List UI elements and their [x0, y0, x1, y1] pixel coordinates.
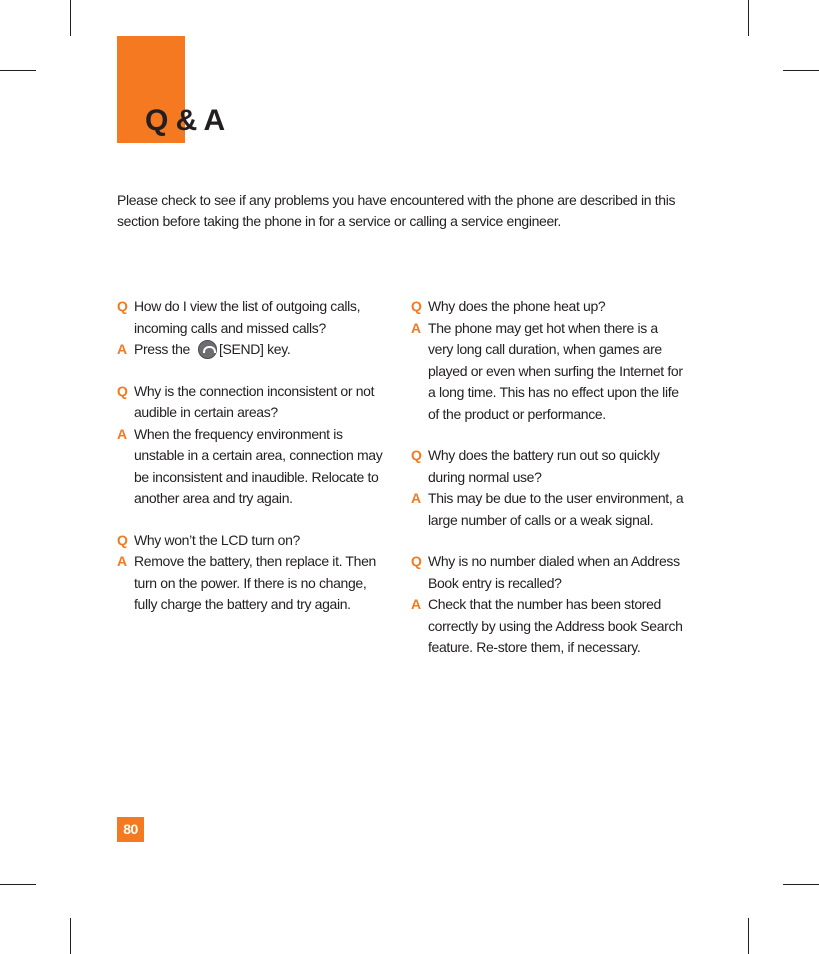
question-row: [117, 381, 387, 424]
answer-marker: A: [411, 596, 421, 612]
question-marker: Q: [411, 553, 422, 569]
qa-item: [411, 296, 686, 425]
crop-mark: [70, 918, 71, 954]
qa-column-right: [411, 296, 686, 679]
question-text: Why does the phone heat up?: [428, 298, 606, 314]
question-marker: Q: [117, 298, 128, 314]
question-marker: Q: [117, 531, 128, 548]
answer-text-suffix: [SEND] key.: [219, 341, 291, 357]
answer-text-prefix: Press the: [134, 341, 190, 357]
question-text: Why is no number dialed when an Address Book entry is recalled?: [428, 553, 680, 591]
qa-item: [117, 296, 387, 361]
answer-row: [117, 424, 387, 510]
qa-item: [411, 445, 686, 531]
answer-text: This may be due to the user environment, a large number of calls or a weak signal.: [428, 490, 684, 528]
crop-mark: [783, 884, 819, 885]
crop-mark: [783, 70, 819, 71]
crop-mark: [0, 70, 36, 71]
crop-mark: [748, 0, 749, 36]
answer-marker: A: [411, 490, 421, 506]
page-title: Q & A: [145, 104, 225, 137]
answer-row: [411, 318, 686, 426]
answer-text: The phone may get hot when there is a very long call duration, when games are played or even when surfing the Internet for a long time. This has no effect upon the life of the product or performance.: [428, 319, 683, 422]
answer-row: [411, 594, 686, 659]
qa-item: [411, 551, 686, 659]
answer-text: Check that the number has been stored correctly by using the Address book Search feature. Re-store them, if necessary.: [428, 596, 683, 655]
answer-row: [117, 551, 387, 616]
answer-text: [134, 339, 387, 361]
question-text: Why does the battery run out so quickly during normal use?: [428, 447, 660, 485]
question-row: [411, 551, 686, 594]
question-row: [117, 530, 387, 552]
question-marker: Q: [117, 382, 128, 399]
question-marker: Q: [411, 447, 422, 463]
question-text: Why won’t the LCD turn on?: [134, 531, 300, 548]
qa-item: [117, 530, 387, 616]
question-row: [411, 296, 686, 318]
crop-mark: [748, 918, 749, 954]
answer-marker: A: [117, 553, 127, 569]
answer-text: Remove the battery, then replace it. Then turn on the power. If there is no change, fully charge the battery and try again.: [134, 553, 376, 612]
question-text: Why is the connection inconsistent or not audible in certain areas?: [134, 382, 375, 420]
question-text: How do I view the list of outgoing calls, incoming calls and missed calls?: [134, 298, 361, 336]
answer-row: [117, 339, 387, 361]
answer-marker: A: [117, 341, 127, 357]
question-row: [411, 445, 686, 488]
qa-item: [117, 381, 387, 510]
crop-mark: [0, 884, 36, 885]
answer-text: When the frequency environment is unstable in a certain area, connection may be inconsistent and inaudible. Relocate to another area and try again.: [134, 425, 383, 506]
crop-mark: [70, 0, 71, 36]
answer-marker: A: [117, 425, 127, 442]
question-marker: Q: [411, 298, 422, 314]
answer-row: [411, 488, 686, 531]
intro-paragraph: Please check to see if any problems you have encountered with the phone are described in this section before taking the phone in for a service or calling a service engineer.: [117, 192, 676, 229]
page-number: 80: [117, 817, 144, 842]
answer-marker: A: [411, 319, 421, 336]
send-key-icon: [198, 340, 217, 359]
qa-column-left: [117, 296, 387, 636]
question-row: [117, 296, 387, 339]
